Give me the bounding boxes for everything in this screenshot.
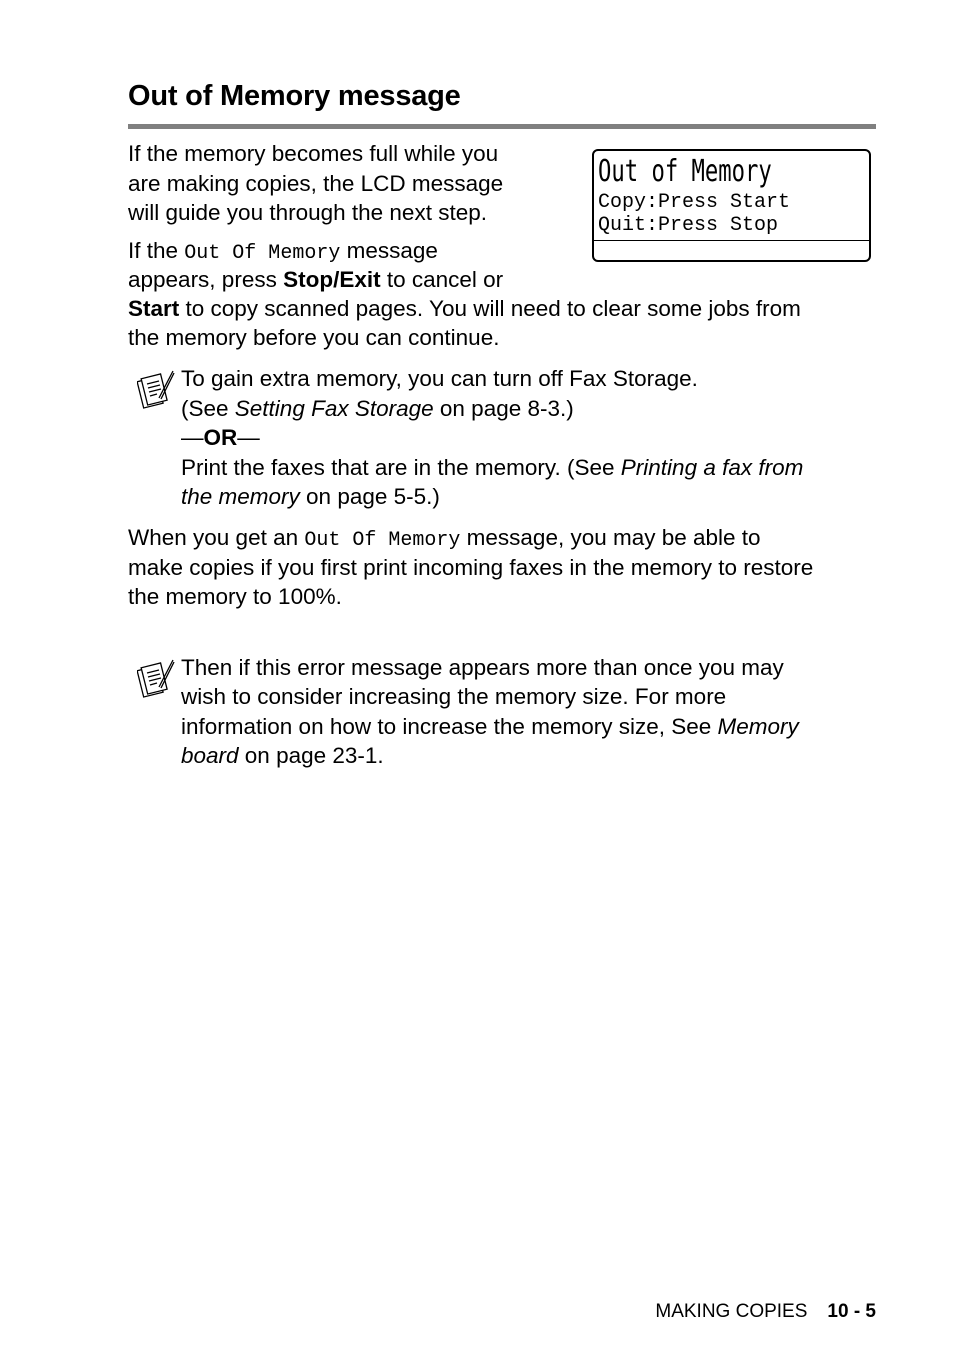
intro-line-4 (128, 236, 438, 269)
note1-line-4 (181, 453, 803, 483)
para2-line-1 (128, 523, 761, 556)
note2-line-1: Then if this error message appears more than once you may (181, 655, 784, 680)
text: to cancel or (380, 267, 504, 292)
para2-line-2: make copies if you first print incoming faxes in the memory to restore (128, 555, 814, 580)
note1-line-2 (181, 394, 574, 424)
note1-line-1: To gain extra memory, you can turn off Fax Storage. (181, 366, 698, 391)
or-label: OR (203, 425, 238, 450)
text: on page 8-3.) (433, 396, 574, 421)
note-pencil-icon (137, 657, 175, 701)
lcd-title: Out of Memory (598, 154, 772, 189)
text: message, you may be able to (460, 525, 761, 550)
intro-line-3: will guide you through the next step. (128, 200, 487, 225)
title-rule (128, 124, 876, 129)
note2-line-2: wish to consider increasing the memory size. For more (181, 684, 727, 709)
text: to copy scanned pages. You will need to clear some jobs from (179, 296, 801, 321)
note1-line-5 (181, 482, 440, 512)
note1-or (181, 423, 260, 453)
lcd-line-2: Quit:Press Stop (598, 214, 779, 237)
page-title: Out of Memory message (128, 80, 461, 112)
text: appears, press (128, 267, 284, 292)
lcd-display (592, 149, 871, 262)
text: When you get an (128, 525, 305, 550)
dash: — (181, 425, 204, 450)
footer-section: MAKING COPIES (655, 1301, 808, 1322)
lcd-divider (594, 240, 869, 241)
dash: — (237, 425, 260, 450)
text: (See (181, 396, 235, 421)
intro-line-2: are making copies, the LCD message (128, 171, 504, 196)
text: information on how to increase the memory size, See (181, 714, 718, 739)
intro-line-5 (128, 265, 503, 295)
intro-line-1: If the memory becomes full while you (128, 141, 499, 166)
intro-line-7: the memory before you can continue. (128, 325, 500, 350)
lcd-message-ref: Out Of Memory (184, 242, 341, 265)
cross-reference: Setting Fax Storage (234, 396, 434, 421)
page-number: 10 - 5 (827, 1301, 876, 1322)
cross-reference: board (181, 743, 239, 768)
text: message (340, 238, 438, 263)
note2-line-4 (181, 741, 384, 771)
intro-line-6 (128, 294, 801, 324)
cross-reference: the memory (181, 484, 300, 509)
text: Print the faxes that are in the memory. (See (181, 455, 621, 480)
key-stop-exit: Stop/Exit (283, 267, 381, 292)
page-footer (655, 1301, 876, 1323)
cross-reference: Memory (717, 714, 799, 739)
cross-reference: Printing a fax from (620, 455, 804, 480)
lcd-message-ref: Out Of Memory (304, 529, 461, 552)
key-start: Start (128, 296, 180, 321)
text: on page 23-1. (238, 743, 384, 768)
note2-line-3 (181, 712, 799, 742)
text: on page 5-5.) (299, 484, 440, 509)
note-pencil-icon (137, 368, 175, 412)
para2-line-3: the memory to 100%. (128, 584, 342, 609)
lcd-line-1: Copy:Press Start (598, 191, 791, 214)
text: If the (128, 238, 185, 263)
